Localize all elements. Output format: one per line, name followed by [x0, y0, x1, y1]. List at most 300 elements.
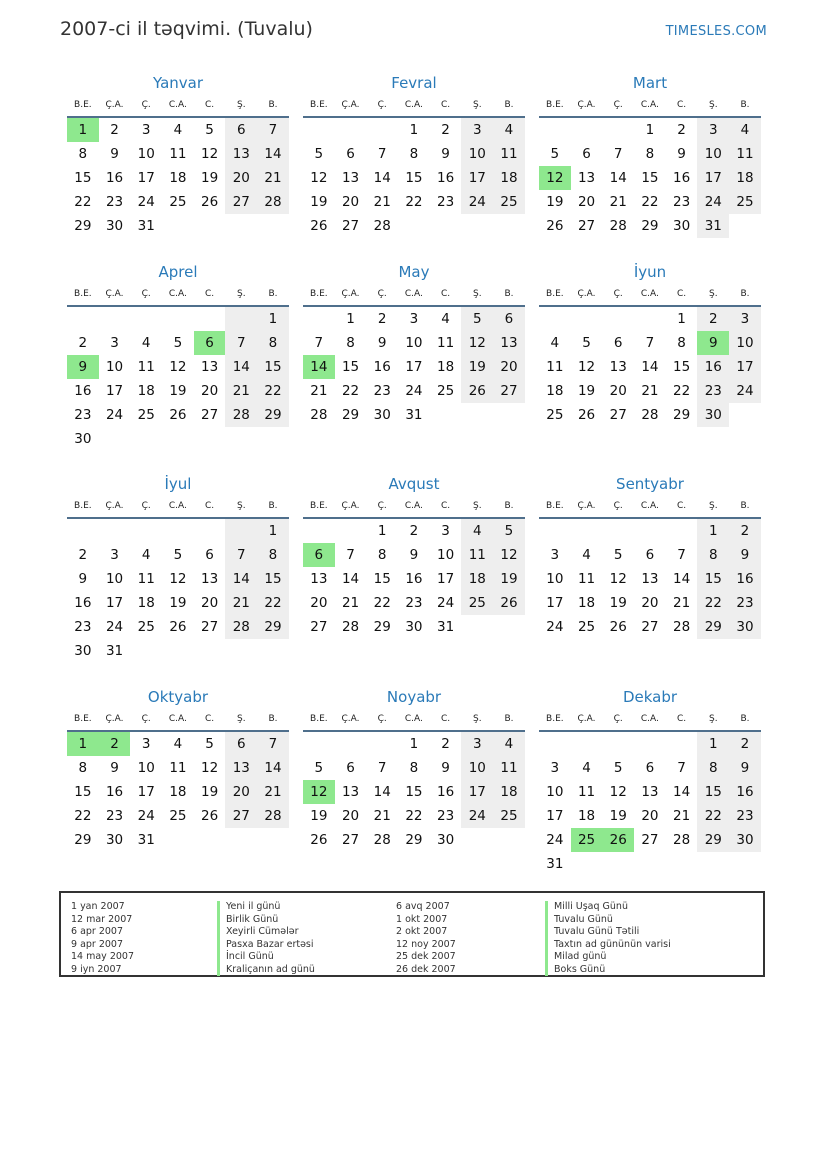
- day-cell: 8: [257, 543, 289, 567]
- day-cell: 6: [645, 760, 655, 776]
- day-cell: 25: [137, 407, 155, 423]
- day-cell: 4: [550, 335, 560, 351]
- legend-entry: 1 okt 2007: [396, 913, 448, 925]
- month-name: Oktyabr: [147, 688, 209, 706]
- day-cell: 3: [110, 547, 119, 563]
- day-cell: 27: [225, 190, 257, 214]
- day-cell: 23: [729, 804, 761, 828]
- weekday-label: C.: [441, 289, 451, 299]
- weekday-label: B.: [268, 501, 278, 511]
- holiday-day-cell: 12: [303, 780, 335, 804]
- day-cell: 22: [373, 595, 391, 611]
- weekday-label: B.: [504, 100, 514, 110]
- day-cell: 22: [697, 591, 729, 615]
- day-cell: 12: [201, 146, 219, 162]
- holiday-day-cell: 6: [303, 543, 335, 567]
- weekday-label: C.: [205, 100, 215, 110]
- weekday-header: [303, 495, 525, 519]
- day-cell: 9: [377, 335, 387, 351]
- empty-day-cell: [729, 852, 761, 876]
- legend-entry: Tuvalu Günü: [545, 914, 671, 927]
- month-1: [67, 72, 289, 238]
- legend-entry: 6 avq 2007: [396, 901, 450, 912]
- day-cell: 28: [373, 832, 391, 848]
- empty-day-cell: [335, 519, 367, 543]
- day-cell: 28: [225, 403, 257, 427]
- day-cell: 18: [437, 359, 455, 375]
- day-cell: 23: [697, 379, 729, 403]
- day-cell: 14: [673, 784, 691, 800]
- day-cell: 4: [141, 547, 151, 563]
- weekday-label: C.: [677, 714, 687, 724]
- weekday-header: [539, 495, 761, 519]
- day-cell: 24: [437, 595, 455, 611]
- day-cell: 15: [673, 359, 691, 375]
- day-cell: 5: [582, 335, 591, 351]
- day-cell: 24: [137, 194, 155, 210]
- weekday-label: Ş.: [236, 100, 246, 110]
- empty-day-cell: [303, 519, 335, 543]
- day-cell: 18: [169, 170, 187, 186]
- day-cell: 11: [137, 359, 155, 375]
- day-cell: 21: [225, 591, 257, 615]
- day-cell: 1: [257, 307, 289, 331]
- day-cell: 4: [493, 732, 525, 756]
- day-cell: 12: [201, 760, 219, 776]
- weekday-label: Ç.: [377, 501, 387, 511]
- day-cell: 5: [550, 146, 560, 162]
- empty-day-cell: [194, 639, 226, 663]
- day-cell: 13: [310, 571, 328, 587]
- day-cell: 14: [257, 142, 289, 166]
- day-cell: 25: [729, 190, 761, 214]
- weekday-label: B.: [268, 100, 278, 110]
- day-cell: 7: [645, 335, 655, 351]
- day-cell: 15: [641, 170, 659, 186]
- day-cell: 11: [493, 142, 525, 166]
- day-cell: 16: [74, 595, 92, 611]
- day-cell: 8: [346, 335, 355, 351]
- weekday-label: C.A.: [640, 714, 659, 724]
- day-cell: 22: [74, 194, 92, 210]
- day-cell: 17: [137, 784, 155, 800]
- weekday-label: C.A.: [640, 501, 659, 511]
- day-grid: [303, 118, 525, 238]
- day-cell: 27: [201, 407, 219, 423]
- day-cell: 30: [105, 832, 124, 848]
- day-cell: 12: [310, 170, 328, 186]
- day-cell: 19: [577, 383, 596, 399]
- empty-day-cell: [225, 828, 257, 852]
- empty-day-cell: [461, 214, 493, 238]
- legend-entry: Birlik Günü: [217, 914, 315, 927]
- day-cell: 15: [74, 784, 92, 800]
- day-cell: 15: [697, 567, 729, 591]
- day-cell: 11: [577, 784, 596, 800]
- empty-day-cell: [430, 214, 462, 238]
- weekday-label: Ç.: [141, 714, 151, 724]
- day-cell: 23: [105, 808, 124, 824]
- weekday-label: B.: [268, 289, 278, 299]
- day-cell: 19: [609, 808, 627, 824]
- day-cell: 6: [493, 307, 525, 331]
- day-cell: 13: [201, 571, 219, 587]
- empty-day-cell: [303, 118, 335, 142]
- holiday-day-cell: 25: [571, 828, 603, 852]
- day-cell: 27: [341, 218, 360, 234]
- day-cell: 26: [169, 619, 187, 635]
- day-cell: 6: [346, 146, 355, 162]
- day-cell: 13: [225, 756, 257, 780]
- day-grid: [303, 519, 525, 639]
- weekday-label: B.E.: [74, 501, 92, 511]
- empty-day-cell: [257, 639, 289, 663]
- day-cell: 22: [405, 194, 423, 210]
- empty-day-cell: [257, 427, 289, 451]
- empty-day-cell: [602, 519, 634, 543]
- day-cell: 28: [673, 832, 691, 848]
- empty-day-cell: [335, 732, 367, 756]
- weekday-label: Ç.A.: [105, 714, 124, 724]
- day-cell: 16: [105, 170, 124, 186]
- day-cell: 20: [310, 595, 328, 611]
- empty-day-cell: [602, 852, 634, 876]
- holiday-day-cell: 1: [67, 118, 99, 142]
- day-cell: 28: [257, 804, 289, 828]
- day-cell: 9: [110, 146, 119, 162]
- day-grid: [303, 732, 525, 852]
- day-cell: 15: [257, 567, 289, 591]
- day-cell: 2: [729, 519, 761, 543]
- day-cell: 6: [645, 547, 655, 563]
- day-cell: 6: [225, 118, 257, 142]
- day-cell: 2: [377, 311, 387, 327]
- day-cell: 5: [205, 122, 214, 138]
- empty-day-cell: [99, 427, 131, 451]
- day-grid: [67, 307, 289, 451]
- day-cell: 23: [405, 595, 423, 611]
- day-cell: 7: [225, 331, 257, 355]
- day-cell: 28: [673, 619, 691, 635]
- legend-entry: Yeni il günü: [217, 901, 315, 914]
- day-cell: 31: [437, 619, 455, 635]
- day-cell: 24: [105, 407, 124, 423]
- day-cell: 14: [641, 359, 659, 375]
- day-cell: 29: [373, 619, 391, 635]
- legend-names-right: [545, 901, 671, 976]
- legend-entry: 25 dek 2007: [396, 951, 456, 962]
- day-cell: 16: [729, 567, 761, 591]
- day-cell: 15: [373, 571, 391, 587]
- day-cell: 18: [493, 780, 525, 804]
- month-name: Noyabr: [386, 688, 442, 706]
- day-cell: 2: [441, 736, 450, 752]
- day-cell: 22: [257, 379, 289, 403]
- empty-day-cell: [67, 307, 99, 331]
- day-cell: 8: [377, 547, 387, 563]
- empty-day-cell: [493, 403, 525, 427]
- empty-day-cell: [162, 214, 194, 238]
- weekday-label: Ç.: [613, 501, 623, 511]
- month-11: [303, 686, 525, 852]
- empty-day-cell: [194, 214, 226, 238]
- weekday-label: B.: [740, 289, 750, 299]
- empty-day-cell: [194, 307, 226, 331]
- day-cell: 15: [405, 170, 423, 186]
- day-cell: 8: [409, 146, 419, 162]
- day-cell: 26: [461, 379, 493, 403]
- day-cell: 8: [78, 760, 88, 776]
- day-cell: 25: [169, 808, 187, 824]
- day-cell: 17: [105, 595, 124, 611]
- day-cell: 20: [609, 383, 627, 399]
- day-cell: 19: [201, 784, 219, 800]
- day-cell: 30: [729, 828, 761, 852]
- weekday-label: B.E.: [74, 100, 92, 110]
- weekday-label: B.E.: [546, 100, 564, 110]
- day-cell: 17: [105, 383, 124, 399]
- day-cell: 16: [405, 571, 423, 587]
- weekday-label: Ş.: [472, 289, 482, 299]
- day-cell: 27: [225, 804, 257, 828]
- day-cell: 24: [546, 619, 564, 635]
- day-cell: 18: [461, 567, 493, 591]
- day-cell: 8: [677, 335, 686, 351]
- holiday-day-cell: 2: [99, 732, 131, 756]
- day-cell: 14: [609, 170, 627, 186]
- weekday-label: B.: [268, 714, 278, 724]
- day-cell: 7: [314, 335, 324, 351]
- day-cell: 10: [437, 547, 455, 563]
- day-cell: 10: [461, 756, 493, 780]
- day-cell: 26: [201, 808, 219, 824]
- weekday-label: Ç.: [613, 100, 623, 110]
- day-cell: 16: [105, 784, 124, 800]
- month-name: İyun: [633, 263, 667, 281]
- day-cell: 9: [729, 756, 761, 780]
- day-cell: 4: [582, 547, 591, 563]
- day-cell: 10: [105, 571, 124, 587]
- day-cell: 11: [437, 335, 455, 351]
- day-cell: 24: [461, 190, 493, 214]
- day-cell: 16: [437, 784, 455, 800]
- weekday-label: C.A.: [168, 714, 187, 724]
- day-cell: 5: [613, 547, 623, 563]
- day-cell: 7: [225, 543, 257, 567]
- day-cell: 19: [310, 194, 328, 210]
- empty-day-cell: [366, 732, 398, 756]
- empty-day-cell: [666, 519, 698, 543]
- day-cell: 6: [346, 760, 355, 776]
- day-cell: 3: [550, 760, 560, 776]
- legend-entry: 9 iyn 2007: [71, 963, 122, 975]
- weekday-label: B.E.: [310, 289, 328, 299]
- day-cell: 30: [437, 832, 455, 848]
- day-cell: 4: [493, 118, 525, 142]
- weekday-label: Ş.: [708, 714, 718, 724]
- day-cell: 26: [201, 194, 219, 210]
- day-grid: [539, 732, 761, 876]
- day-cell: 12: [169, 359, 187, 375]
- day-cell: 1: [697, 732, 729, 756]
- weekday-label: B.E.: [546, 501, 564, 511]
- day-cell: 4: [173, 122, 183, 138]
- empty-day-cell: [571, 519, 603, 543]
- day-cell: 13: [225, 142, 257, 166]
- day-cell: 27: [341, 832, 360, 848]
- legend-dates-left: [71, 901, 134, 976]
- day-cell: 22: [405, 808, 423, 824]
- empty-day-cell: [729, 214, 761, 238]
- weekday-label: Ş.: [236, 714, 246, 724]
- day-cell: 26: [577, 407, 596, 423]
- weekday-label: Ç.A.: [577, 714, 596, 724]
- month-6: [539, 261, 761, 427]
- day-cell: 21: [257, 780, 289, 804]
- day-cell: 13: [341, 170, 360, 186]
- weekday-label: Ş.: [708, 289, 718, 299]
- day-cell: 1: [257, 519, 289, 543]
- empty-day-cell: [430, 403, 462, 427]
- weekday-label: Ç.: [613, 714, 623, 724]
- day-cell: 17: [546, 595, 564, 611]
- empty-day-cell: [461, 615, 493, 639]
- legend-entry: Boks Günü: [545, 964, 671, 977]
- day-cell: 4: [173, 736, 183, 752]
- day-cell: 1: [377, 523, 387, 539]
- day-cell: 20: [641, 808, 659, 824]
- weekday-label: B.: [740, 501, 750, 511]
- day-grid: [67, 118, 289, 238]
- weekday-header: [539, 94, 761, 118]
- day-cell: 29: [74, 832, 92, 848]
- day-cell: 5: [613, 760, 623, 776]
- day-cell: 13: [641, 784, 659, 800]
- legend-entry: 6 apr 2007: [71, 926, 124, 937]
- empty-day-cell: [493, 214, 525, 238]
- weekday-label: C.A.: [404, 714, 423, 724]
- day-cell: 12: [609, 784, 627, 800]
- day-grid: [303, 307, 525, 427]
- empty-day-cell: [257, 828, 289, 852]
- day-cell: 30: [373, 407, 391, 423]
- day-cell: 27: [577, 218, 596, 234]
- day-cell: 28: [641, 407, 659, 423]
- day-cell: 29: [641, 218, 659, 234]
- weekday-label: C.: [677, 100, 687, 110]
- day-cell: 11: [729, 142, 761, 166]
- day-cell: 31: [105, 643, 124, 659]
- day-cell: 16: [437, 170, 455, 186]
- day-cell: 24: [405, 383, 423, 399]
- day-grid: [539, 519, 761, 639]
- weekday-label: C.: [441, 714, 451, 724]
- day-cell: 20: [225, 166, 257, 190]
- day-cell: 6: [205, 547, 214, 563]
- day-cell: 18: [729, 166, 761, 190]
- day-cell: 31: [405, 407, 423, 423]
- day-cell: 13: [341, 784, 360, 800]
- weekday-label: B.E.: [310, 714, 328, 724]
- day-cell: 19: [310, 808, 328, 824]
- day-cell: 25: [493, 190, 525, 214]
- month-5: [303, 261, 525, 427]
- empty-day-cell: [225, 427, 257, 451]
- day-cell: 29: [74, 218, 92, 234]
- weekday-label: B.E.: [546, 714, 564, 724]
- empty-day-cell: [571, 852, 603, 876]
- day-cell: 10: [137, 146, 155, 162]
- day-cell: 14: [673, 571, 691, 587]
- weekday-label: C.: [205, 714, 215, 724]
- day-cell: 2: [697, 307, 729, 331]
- month-name: İyul: [164, 475, 192, 493]
- day-cell: 9: [110, 760, 119, 776]
- empty-day-cell: [162, 519, 194, 543]
- day-cell: 18: [577, 595, 596, 611]
- day-cell: 29: [673, 407, 691, 423]
- empty-day-cell: [130, 307, 162, 331]
- day-cell: 24: [546, 832, 564, 848]
- day-cell: 3: [110, 335, 119, 351]
- empty-day-cell: [666, 732, 698, 756]
- empty-day-cell: [99, 519, 131, 543]
- empty-day-cell: [602, 307, 634, 331]
- weekday-label: C.A.: [640, 289, 659, 299]
- day-cell: 28: [310, 407, 328, 423]
- holiday-day-cell: 1: [67, 732, 99, 756]
- day-cell: 3: [441, 523, 450, 539]
- day-cell: 21: [341, 595, 360, 611]
- day-cell: 26: [493, 591, 525, 615]
- day-cell: 19: [201, 170, 219, 186]
- day-cell: 5: [314, 760, 324, 776]
- day-cell: 22: [673, 383, 691, 399]
- day-cell: 22: [641, 194, 659, 210]
- month-name: Dekabr: [622, 688, 678, 706]
- day-cell: 26: [609, 619, 627, 635]
- day-cell: 31: [137, 832, 155, 848]
- day-cell: 3: [461, 118, 493, 142]
- day-cell: 12: [493, 543, 525, 567]
- holiday-day-cell: 12: [539, 166, 571, 190]
- day-cell: 29: [405, 832, 423, 848]
- day-cell: 2: [78, 335, 88, 351]
- day-cell: 6: [225, 732, 257, 756]
- weekday-label: C.: [441, 100, 451, 110]
- day-cell: 21: [673, 808, 691, 824]
- weekday-label: Ş.: [708, 501, 718, 511]
- day-cell: 18: [577, 808, 596, 824]
- weekday-label: B.E.: [310, 501, 328, 511]
- day-cell: 5: [205, 736, 214, 752]
- day-cell: 11: [169, 146, 187, 162]
- day-cell: 8: [645, 146, 655, 162]
- weekday-header: [67, 283, 289, 307]
- site-brand-link[interactable]: TIMESLES.COM: [665, 24, 767, 39]
- empty-day-cell: [602, 732, 634, 756]
- day-cell: 25: [169, 194, 187, 210]
- day-cell: 30: [74, 643, 92, 659]
- month-name: Yanvar: [152, 74, 204, 92]
- day-cell: 19: [493, 567, 525, 591]
- empty-day-cell: [571, 118, 603, 142]
- day-cell: 8: [409, 760, 419, 776]
- empty-day-cell: [634, 852, 666, 876]
- day-cell: 23: [437, 194, 455, 210]
- day-cell: 12: [609, 571, 627, 587]
- day-cell: 30: [729, 615, 761, 639]
